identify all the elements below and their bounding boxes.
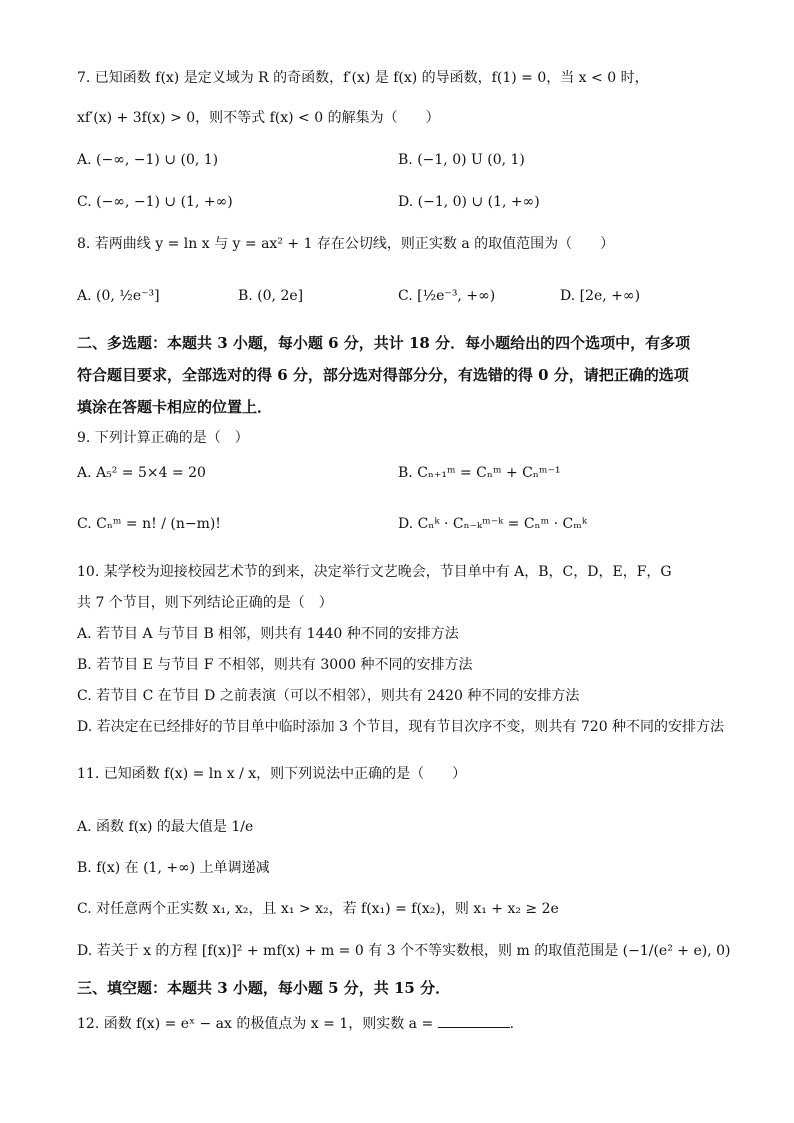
q8-option-d: D. [2e, +∞) xyxy=(560,288,641,304)
q11-option-a: A. 函数 f(x) 的最大值是 1/e xyxy=(77,819,254,835)
q7-option-c: C. (−∞, −1) ∪ (1, +∞) xyxy=(77,194,233,210)
q10-stem-line1: 10. 某学校为迎接校园艺术节的到来，决定举行文艺晚会，节目单中有 A，B，C，D，E，F，G xyxy=(77,564,672,580)
q12-text: 12. 函数 f(x) = eˣ − ax 的极值点为 x = 1，则实数 a = xyxy=(77,1016,438,1032)
q7-option-d: D. (−1, 0) ∪ (1, +∞) xyxy=(398,194,540,210)
q7-stem-line2: xf′(x) + 3f(x) > 0，则不等式 f(x) < 0 的解集为（ ） xyxy=(77,110,440,126)
q9-stem: 9. 下列计算正确的是（ ） xyxy=(77,430,249,446)
q8-option-c: C. [½e⁻³, +∞) xyxy=(398,288,496,304)
q11-stem: 11. 已知函数 f(x) = ln x / x，则下列说法中正确的是（ ） xyxy=(77,766,467,782)
q10-option-c: C. 若节目 C 在节目 D 之前表演（可以不相邻），则共有 2420 种不同的安排方法 xyxy=(77,688,580,704)
q9-option-b: B. Cₙ₊₁ᵐ = Cₙᵐ + Cₙᵐ⁻¹ xyxy=(398,465,561,481)
q10-option-d: D. 若决定在已经排好的节目单中临时添加 3 个节目，现有节目次序不变，则共有 720 种不同的安排方法 xyxy=(77,719,725,735)
q10-option-a: A. 若节目 A 与节目 B 相邻，则共有 1440 种不同的安排方法 xyxy=(77,626,459,642)
q12-answer-blank[interactable] xyxy=(438,1013,510,1028)
q7-option-b: B. (−1, 0) U (0, 1) xyxy=(398,152,525,168)
q10-option-b: B. 若节目 E 与节目 F 不相邻，则共有 3000 种不同的安排方法 xyxy=(77,657,473,673)
q9-option-a: A. A₅² = 5×4 = 20 xyxy=(77,465,206,481)
section-2-heading-line3: 填涂在答题卡相应的位置上． xyxy=(77,398,273,416)
q7-stem-line1: 7. 已知函数 f(x) 是定义域为 R 的奇函数，f′(x) 是 f(x) 的导函数，f(1) = 0，当 x < 0 时， xyxy=(77,70,649,86)
section-2-heading-line1: 二、多选题：本题共 3 小题，每小题 6 分，共计 18 分．每小题给出的四个选项中，有多项 xyxy=(77,334,691,352)
q10-stem-line2: 共 7 个节目，则下列结论正确的是（ ） xyxy=(77,595,333,611)
q11-option-b: B. f(x) 在 (1, +∞) 上单调递减 xyxy=(77,860,270,876)
q12-period: . xyxy=(509,1016,515,1032)
section-3-heading: 三、填空题：本题共 3 小题，每小题 5 分，共 15 分． xyxy=(77,979,451,997)
section-2-heading-line2: 符合题目要求，全部选对的得 6 分，部分选对得部分分，有选错的得 0 分，请把正确的选项 xyxy=(77,366,689,384)
q8-option-b: B. (0, 2e] xyxy=(238,288,304,304)
q8-option-a: A. (0, ½e⁻³] xyxy=(77,288,160,304)
q11-option-d: D. 若关于 x 的方程 [f(x)]² + mf(x) + m = 0 有 3 个不等实数根，则 m 的取值范围是 (−1/(e² + e), 0) xyxy=(77,943,731,959)
q8-stem: 8. 若两曲线 y = ln x 与 y = ax² + 1 存在公切线，则正实数 a 的取值范围为（ ） xyxy=(77,236,615,252)
q11-option-c: C. 对任意两个正实数 x₁, x₂，且 x₁ > x₂，若 f(x₁) = f(x₂)，则 x₁ + x₂ ≥ 2e xyxy=(77,901,559,917)
q12-stem xyxy=(77,1013,514,1035)
q7-option-a: A. (−∞, −1) ∪ (0, 1) xyxy=(77,152,219,168)
q9-option-c: C. Cₙᵐ = n! / (n−m)! xyxy=(77,516,221,532)
q9-option-d: D. Cₙᵏ · Cₙ₋ₖᵐ⁻ᵏ = Cₙᵐ · Cₘᵏ xyxy=(398,516,587,532)
